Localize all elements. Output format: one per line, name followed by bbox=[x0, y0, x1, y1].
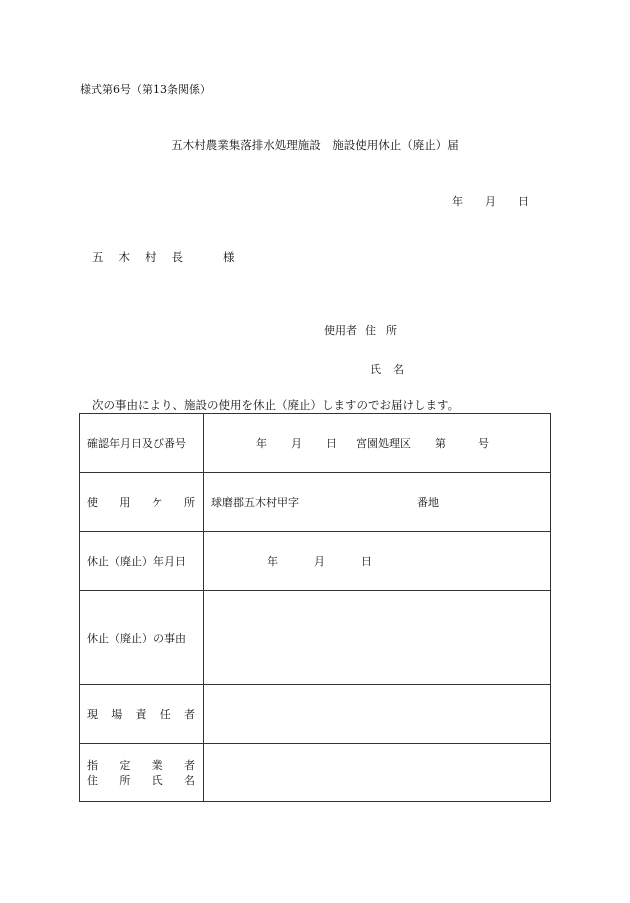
location-label-char: 用 bbox=[119, 496, 131, 509]
contractor-char: 指 bbox=[87, 758, 98, 772]
submission-date bbox=[452, 193, 529, 209]
table-row-suspension-date bbox=[80, 532, 551, 591]
confirmation-value[interactable] bbox=[204, 414, 551, 473]
contractor-address-char: 住 bbox=[87, 773, 98, 787]
address-label-char: 所 bbox=[386, 324, 397, 337]
site-manager-label bbox=[80, 685, 204, 744]
form-number: 様式第6号（第13条関係） bbox=[80, 83, 211, 96]
site-manager-char: 任 bbox=[159, 708, 171, 721]
addressee-char: 木 bbox=[118, 250, 130, 264]
site-manager-value[interactable] bbox=[204, 685, 551, 744]
confirm-month-label: 月 bbox=[291, 437, 302, 450]
location-value[interactable] bbox=[204, 473, 551, 532]
confirm-day-label: 日 bbox=[326, 437, 337, 450]
contractor-value[interactable] bbox=[204, 744, 551, 802]
table-row-location bbox=[80, 473, 551, 532]
contractor-char: 者 bbox=[183, 758, 195, 772]
applicant-name-label bbox=[370, 361, 404, 377]
site-manager-char: 現 bbox=[87, 708, 98, 721]
dai-label: 第 bbox=[435, 437, 446, 450]
table-row-site-manager bbox=[80, 685, 551, 744]
contractor-address-char: 所 bbox=[119, 773, 131, 787]
contractor-label bbox=[80, 744, 204, 802]
addressee-char: 長 bbox=[171, 250, 183, 264]
site-manager-char: 責 bbox=[135, 708, 147, 721]
intro-sentence: 次の事由により、施設の使用を休止（廃止）しますのでお届けします。 bbox=[92, 398, 460, 412]
applicant-role-label: 使用者 bbox=[324, 324, 357, 337]
location-label-char: 使 bbox=[87, 496, 98, 509]
address-label-char: 住 bbox=[365, 324, 376, 337]
table-row-confirmation bbox=[80, 414, 551, 473]
site-manager-char: 場 bbox=[111, 708, 123, 721]
name-label-char: 氏 bbox=[370, 363, 381, 376]
applicant-address-label bbox=[324, 322, 397, 338]
addressee-char: 五 bbox=[92, 250, 104, 264]
location-prefix: 球磨郡五木村甲字 bbox=[211, 496, 299, 509]
confirmation-label: 確認年月日及び番号 bbox=[80, 414, 204, 473]
suspension-date-value[interactable] bbox=[204, 532, 551, 591]
site-manager-char: 者 bbox=[184, 708, 195, 721]
date-month-label: 月 bbox=[485, 195, 496, 208]
location-label-char: ケ bbox=[151, 496, 163, 509]
contractor-address-char: 氏 bbox=[151, 773, 163, 787]
document-title: 五木村農業集落排水処理施設 施設使用休止（廃止）届 bbox=[171, 138, 459, 152]
reason-value[interactable] bbox=[204, 591, 551, 685]
addressee-char: 村 bbox=[145, 250, 157, 264]
suspension-date-label: 休止（廃止）年月日 bbox=[80, 532, 204, 591]
name-label-char: 名 bbox=[393, 363, 404, 376]
suspension-year-label: 年 bbox=[267, 555, 278, 568]
location-label bbox=[80, 473, 204, 532]
form-table bbox=[79, 413, 551, 802]
confirm-year-label: 年 bbox=[256, 437, 267, 450]
contractor-address-char: 名 bbox=[183, 773, 195, 787]
location-suffix: 番地 bbox=[417, 496, 439, 509]
go-label: 号 bbox=[478, 437, 489, 450]
suspension-month-label: 月 bbox=[314, 555, 325, 568]
district-label: 宮園処理区 bbox=[356, 437, 411, 450]
location-label-char: 所 bbox=[183, 496, 195, 509]
table-row-reason bbox=[80, 591, 551, 685]
reason-label: 休止（廃止）の事由 bbox=[80, 591, 204, 685]
date-day-label: 日 bbox=[518, 195, 529, 208]
table-row-contractor bbox=[80, 744, 551, 802]
suspension-day-label: 日 bbox=[361, 555, 372, 568]
addressee bbox=[92, 249, 235, 265]
addressee-honorific: 様 bbox=[223, 250, 235, 264]
date-year-label: 年 bbox=[452, 195, 463, 208]
contractor-char: 定 bbox=[119, 758, 131, 772]
contractor-char: 業 bbox=[151, 758, 163, 772]
